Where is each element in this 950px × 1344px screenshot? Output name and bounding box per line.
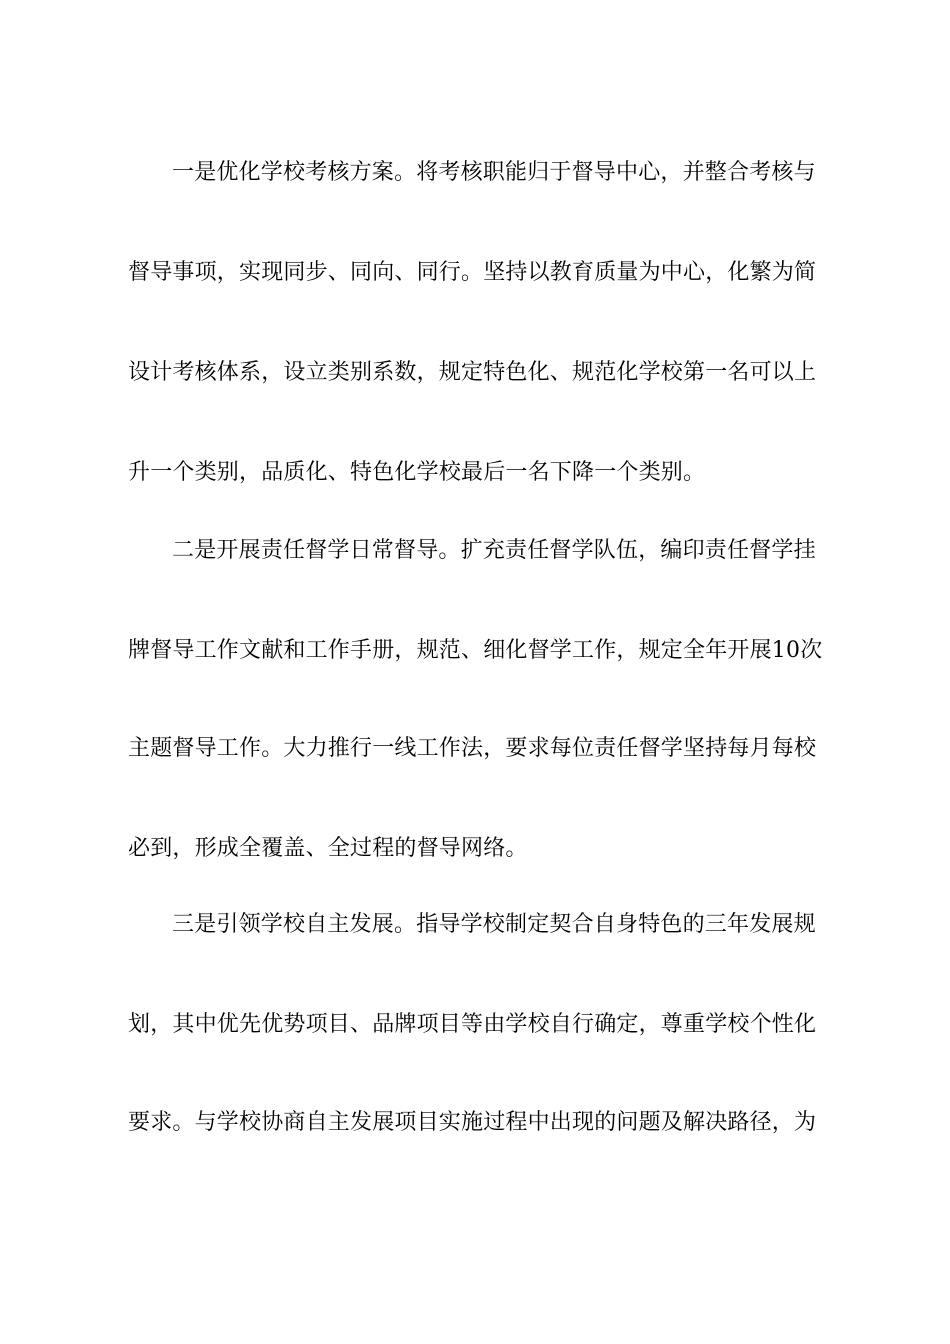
paragraph-1-line-3: 设计考核体系，设立类别系数，规定特色化、规范化学校第一名可以上 (128, 360, 817, 385)
paragraph-2-line-2: 牌督导工作文献和工作手册，规范、细化督学工作，规定全年开展10次 (128, 638, 823, 663)
paragraph-2-line-4: 必到，形成全覆盖、全过程的督导网络。 (128, 836, 528, 861)
paragraph-1-line-4: 升一个类别，品质化、特色化学校最后一名下降一个类别。 (128, 460, 706, 485)
paragraph-3-line-2: 划，其中优先优势项目、品牌项目等由学校自行确定，尊重学校个性化 (128, 1012, 817, 1037)
paragraph-2-line-3: 主题督导工作。大力推行一线工作法，要求每位责任督学坚持每月每校 (128, 736, 817, 761)
paragraph-2-line-1: 二是开展责任督学日常督导。扩充责任督学队伍，编印责任督学挂 (172, 538, 816, 563)
paragraph-1-line-1: 一是优化学校考核方案。将考核职能归于督导中心，并整合考核与 (172, 160, 816, 185)
paragraph-3-line-1: 三是引领学校自主发展。指导学校制定契合自身特色的三年发展规 (172, 912, 816, 937)
paragraph-3-line-3: 要求。与学校协商自主发展项目实施过程中出现的问题及解决路径，为 (128, 1110, 817, 1135)
paragraph-1-line-2: 督导事项，实现同步、同向、同行。坚持以教育质量为中心，化繁为简 (128, 260, 817, 285)
